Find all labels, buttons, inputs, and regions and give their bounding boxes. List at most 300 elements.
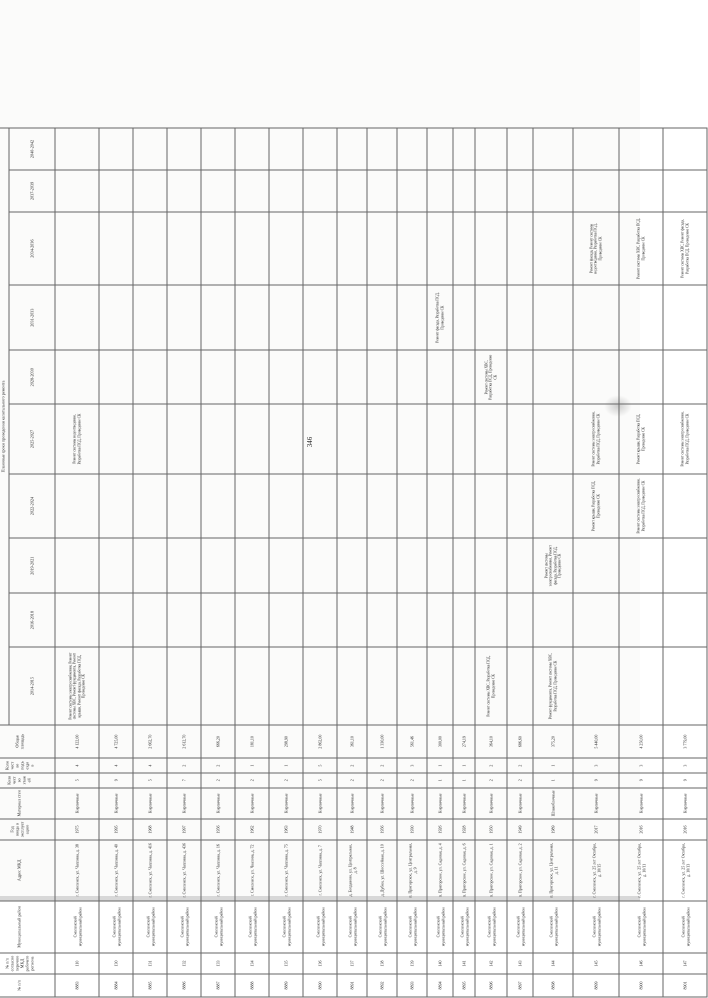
header-period: 2028-2030 xyxy=(9,350,55,404)
row-year: 1995 xyxy=(99,819,133,840)
row-work-cell: Ремонт системы ХВС, Разработка ПСД, Проведение СК xyxy=(475,350,507,404)
row-reg-number: 140 xyxy=(427,953,453,974)
row-number: 8885 xyxy=(133,974,167,997)
header-period: 2034-2036 xyxy=(9,212,55,285)
table-row xyxy=(99,128,133,997)
row-district: Смоленский муниципальный район xyxy=(55,901,99,953)
row-work-cell xyxy=(201,128,235,170)
row-work-cell xyxy=(397,285,427,350)
table-row xyxy=(507,128,533,997)
row-work-cell xyxy=(167,285,201,350)
row-address: г. Смоленск, ул. Чаплина, д. 16 xyxy=(201,840,235,901)
row-entrances: 2 xyxy=(367,758,397,773)
row-work-cell xyxy=(663,170,707,212)
row-entrances: 2 xyxy=(201,758,235,773)
row-year: 1928 xyxy=(453,819,475,840)
row-address: г. Смоленск, ул. Чаплина, д. 38 xyxy=(55,840,99,901)
row-address: д. Дубки, ул. Шоссейная, д. 10 xyxy=(367,840,397,901)
row-wall-material: Кирпичные xyxy=(55,788,99,819)
row-floors: 1 xyxy=(453,773,475,788)
row-year: 1930 xyxy=(397,819,427,840)
header-address: Адрес МКД xyxy=(0,840,55,901)
row-work-cell xyxy=(201,170,235,212)
row-wall-material: Шлакоблочные xyxy=(533,788,573,819)
row-work-cell xyxy=(201,212,235,285)
row-area: 561,46 xyxy=(397,725,427,759)
table-row xyxy=(337,128,367,997)
row-work-cell xyxy=(427,350,453,404)
row-reg-number: 146 xyxy=(619,953,663,974)
row-district: Смоленский муниципальный район xyxy=(367,901,397,953)
row-floors: 9 xyxy=(573,773,619,788)
row-work-cell xyxy=(133,593,167,647)
row-area: 3 779,00 xyxy=(663,725,707,759)
row-work-cell xyxy=(201,350,235,404)
header-year: Год ввода в эксплуатацию xyxy=(0,819,55,840)
row-work-cell xyxy=(453,170,475,212)
row-work-cell xyxy=(303,647,337,724)
row-number: 8897 xyxy=(507,974,533,997)
row-reg-number: 145 xyxy=(573,953,619,974)
row-work-cell xyxy=(397,404,427,473)
row-address: п. Пригорское, ул. Центральная, д. 11 xyxy=(533,840,573,901)
row-number: 8896 xyxy=(475,974,507,997)
row-work-cell xyxy=(507,285,533,350)
row-work-cell: Ремонт системы водоотведения, Разработка ПСД, Проведение СК xyxy=(55,404,99,473)
header-group-sub: Плановые сроки проведения капитального ремонта xyxy=(0,128,9,725)
row-work-cell xyxy=(133,474,167,539)
row-area: 5 440,00 xyxy=(573,725,619,759)
row-work-cell xyxy=(55,474,99,539)
row-number: 8891 xyxy=(337,974,367,997)
row-number: 8901 xyxy=(663,974,707,997)
row-work-cell xyxy=(453,285,475,350)
row-work-cell xyxy=(619,593,663,647)
row-work-cell xyxy=(235,647,269,724)
row-work-cell xyxy=(573,170,619,212)
row-entrances: 1 xyxy=(269,758,303,773)
table-row xyxy=(167,128,201,997)
row-work-cell xyxy=(573,128,619,170)
row-entrances: 4 xyxy=(99,758,133,773)
row-wall-material: Кирпичные xyxy=(367,788,397,819)
row-address: г. Смоленск, ул. Чаплина, д. 43б xyxy=(167,840,201,901)
row-wall-material: Кирпичные xyxy=(453,788,475,819)
row-work-cell xyxy=(367,538,397,592)
row-reg-number: 143 xyxy=(507,953,533,974)
row-work-cell xyxy=(453,212,475,285)
row-address: п. Пригорское, ул. Садовая, д. 6 xyxy=(453,840,475,901)
row-entrances: 2 xyxy=(337,758,367,773)
header-floors: Количество этажей xyxy=(0,773,55,788)
row-year: 2016 xyxy=(619,819,663,840)
row-area: 181,10 xyxy=(235,725,269,759)
table-row xyxy=(55,128,99,997)
row-entrances: 1 xyxy=(235,758,269,773)
header-area: Общая площадь xyxy=(0,725,55,759)
row-work-cell: Ремонт фасада, Ремонт системы водоотведения, Разработка ПСД, Проведение СК xyxy=(573,212,619,285)
row-work-cell xyxy=(573,593,619,647)
row-work-cell xyxy=(619,647,663,724)
row-number: 8890 xyxy=(303,974,337,997)
row-work-cell xyxy=(269,404,303,473)
table-row xyxy=(453,128,475,997)
row-work-cell xyxy=(453,593,475,647)
row-work-cell xyxy=(573,538,619,592)
row-work-cell xyxy=(133,285,167,350)
row-work-cell xyxy=(453,474,475,539)
row-area: 364,10 xyxy=(475,725,507,759)
row-work-cell xyxy=(453,647,475,724)
row-work-cell xyxy=(337,170,367,212)
header-period: 2031-2033 xyxy=(9,285,55,350)
row-address: п. Пригорское, ул. Садовая, д. 4 xyxy=(427,840,453,901)
row-work-cell: Ремонт системы ХВС, Разработка ПСД, Проведение СК xyxy=(475,647,507,724)
row-work-cell xyxy=(475,404,507,473)
row-entrances: 3 xyxy=(663,758,707,773)
row-work-cell xyxy=(167,647,201,724)
row-area: 4 725,00 xyxy=(99,725,133,759)
row-year: 1962 xyxy=(235,819,269,840)
row-work-cell xyxy=(367,170,397,212)
row-work-cell xyxy=(427,170,453,212)
row-work-cell xyxy=(269,128,303,170)
row-wall-material: Кирпичные xyxy=(573,788,619,819)
row-work-cell xyxy=(269,593,303,647)
row-year: 1970 xyxy=(303,819,337,840)
row-floors: 1 xyxy=(533,773,573,788)
row-work-cell xyxy=(397,593,427,647)
row-work-cell xyxy=(397,647,427,724)
row-floors: 2 xyxy=(507,773,533,788)
row-number: 8894 xyxy=(427,974,453,997)
row-address: д. Богданово, ул. Центральная, д. 8 xyxy=(337,840,367,901)
row-wall-material: Кирпичные xyxy=(337,788,367,819)
row-work-cell xyxy=(269,285,303,350)
row-district: Смоленский муниципальный район xyxy=(397,901,427,953)
row-work-cell xyxy=(453,128,475,170)
row-work-cell xyxy=(269,350,303,404)
row-address: г. Смоленск, ул. Чаплина, д. 40 xyxy=(99,840,133,901)
table-row xyxy=(427,128,453,997)
row-entrances: 3 xyxy=(573,758,619,773)
table-row xyxy=(663,128,707,997)
row-floors: 5 xyxy=(303,773,337,788)
header-period: 2037-2039 xyxy=(9,170,55,212)
row-floors: 2 xyxy=(269,773,303,788)
table-row xyxy=(303,128,337,997)
row-entrances: 1 xyxy=(427,758,453,773)
header-mo: Муниципальный район xyxy=(0,901,55,953)
row-floors: 2 xyxy=(235,773,269,788)
row-floors: 9 xyxy=(663,773,707,788)
row-work-cell xyxy=(475,285,507,350)
row-number: 8895 xyxy=(453,974,475,997)
row-reg-number: 137 xyxy=(337,953,367,974)
row-wall-material: Кирпичные xyxy=(133,788,167,819)
row-work-cell xyxy=(475,474,507,539)
header-period: 2025-2027 xyxy=(9,404,55,473)
row-work-cell xyxy=(235,170,269,212)
row-work-cell xyxy=(507,212,533,285)
row-number: 8884 xyxy=(99,974,133,997)
row-address: г. Смоленск, ул. Чаплина, д. 41б xyxy=(133,840,167,901)
row-entrances: 5 xyxy=(303,758,337,773)
table-row xyxy=(235,128,269,997)
row-work-cell xyxy=(507,170,533,212)
row-work-cell xyxy=(367,212,397,285)
header-wall: Материал стен xyxy=(0,788,55,819)
row-work-cell xyxy=(269,647,303,724)
row-work-cell xyxy=(533,128,573,170)
row-reg-number: 136 xyxy=(303,953,337,974)
row-floors: 2 xyxy=(475,773,507,788)
row-work-cell xyxy=(337,128,367,170)
row-work-cell xyxy=(533,350,573,404)
row-reg-number: 141 xyxy=(453,953,475,974)
row-work-cell xyxy=(201,538,235,592)
row-work-cell xyxy=(99,647,133,724)
row-work-cell xyxy=(397,128,427,170)
row-district: Смоленский муниципальный район xyxy=(507,901,533,953)
row-work-cell xyxy=(337,474,367,539)
row-work-cell xyxy=(303,593,337,647)
row-work-cell xyxy=(663,128,707,170)
row-work-cell xyxy=(397,170,427,212)
row-reg-number: 134 xyxy=(235,953,269,974)
row-work-cell xyxy=(427,647,453,724)
row-work-cell xyxy=(55,128,99,170)
table-row xyxy=(367,128,397,997)
row-work-cell xyxy=(337,212,367,285)
row-work-cell xyxy=(235,593,269,647)
row-number: 8892 xyxy=(367,974,397,997)
row-work-cell xyxy=(337,593,367,647)
header-period: 2019-2021 xyxy=(9,538,55,592)
row-reg-number: 135 xyxy=(269,953,303,974)
row-work-cell xyxy=(99,212,133,285)
row-entrances: 4 xyxy=(55,758,99,773)
row-district: Смоленский муниципальный район xyxy=(453,901,475,953)
row-work-cell xyxy=(619,170,663,212)
row-number: 8887 xyxy=(201,974,235,997)
row-work-cell xyxy=(99,404,133,473)
row-wall-material: Кирпичные xyxy=(619,788,663,819)
row-area: 666,20 xyxy=(201,725,235,759)
row-work-cell xyxy=(367,474,397,539)
table-row xyxy=(573,128,619,997)
row-year: 2016 xyxy=(663,819,707,840)
row-work-cell xyxy=(55,538,99,592)
row-work-cell xyxy=(337,647,367,724)
row-entrances: 2 xyxy=(475,758,507,773)
table-row xyxy=(201,128,235,997)
row-reg-number: 144 xyxy=(533,953,573,974)
row-work-cell xyxy=(235,128,269,170)
row-work-cell xyxy=(201,474,235,539)
row-work-cell xyxy=(201,593,235,647)
row-number: 8888 xyxy=(235,974,269,997)
row-work-cell xyxy=(507,647,533,724)
row-reg-number: 138 xyxy=(367,953,397,974)
header-period: 2014-2015 xyxy=(9,647,55,724)
row-area: 361,10 xyxy=(337,725,367,759)
row-work-cell xyxy=(663,285,707,350)
row-area: 274,19 xyxy=(453,725,475,759)
row-year: 1949 xyxy=(507,819,533,840)
row-work-cell xyxy=(507,538,533,592)
row-wall-material: Кирпичные xyxy=(269,788,303,819)
row-work-cell xyxy=(397,474,427,539)
table-body xyxy=(55,128,707,997)
row-work-cell xyxy=(303,212,337,285)
repair-schedule-table xyxy=(0,128,708,998)
row-work-cell xyxy=(303,128,337,170)
row-address: г. Смоленск, ул. 25 лет Октября, д. 10/13 xyxy=(663,840,707,901)
row-work-cell xyxy=(475,128,507,170)
row-wall-material: Кирпичные xyxy=(201,788,235,819)
row-year: 1950 xyxy=(475,819,507,840)
row-address: п. Пригорское, ул. Центральная, д. 9 xyxy=(397,840,427,901)
row-work-cell xyxy=(619,538,663,592)
row-work-cell xyxy=(427,128,453,170)
row-floors: 9 xyxy=(99,773,133,788)
row-number: 8898 xyxy=(533,974,573,997)
row-work-cell xyxy=(337,404,367,473)
row-work-cell xyxy=(133,647,167,724)
row-work-cell xyxy=(269,170,303,212)
row-floors: 5 xyxy=(133,773,167,788)
row-area: 2 612,70 xyxy=(167,725,201,759)
row-number: 8886 xyxy=(167,974,201,997)
row-wall-material: Кирпичные xyxy=(427,788,453,819)
row-work-cell xyxy=(427,404,453,473)
row-area: 2 662,70 xyxy=(133,725,167,759)
table-row xyxy=(269,128,303,997)
row-district: Смоленский муниципальный район xyxy=(475,901,507,953)
row-work-cell xyxy=(507,404,533,473)
row-work-cell xyxy=(167,170,201,212)
row-work-cell xyxy=(235,212,269,285)
row-floors: 2 xyxy=(397,773,427,788)
row-reg-number: 132 xyxy=(167,953,201,974)
row-work-cell xyxy=(663,538,707,592)
row-work-cell xyxy=(533,474,573,539)
row-work-cell xyxy=(337,285,367,350)
row-work-cell xyxy=(133,128,167,170)
row-work-cell xyxy=(235,474,269,539)
row-work-cell xyxy=(99,474,133,539)
row-work-cell xyxy=(55,285,99,350)
row-entrances: 1 xyxy=(453,758,475,773)
row-work-cell xyxy=(453,404,475,473)
row-floors: 1 xyxy=(427,773,453,788)
row-work-cell xyxy=(99,593,133,647)
row-work-cell xyxy=(475,538,507,592)
row-work-cell xyxy=(55,212,99,285)
row-entrances: 3 xyxy=(619,758,663,773)
row-address: г. Смоленск, ул. Чаплина, д. 75 xyxy=(269,840,303,901)
row-year: 1956 xyxy=(367,819,397,840)
row-floors: 9 xyxy=(619,773,663,788)
row-work-cell xyxy=(397,350,427,404)
row-work-cell xyxy=(367,593,397,647)
row-work-cell xyxy=(507,128,533,170)
row-number: 8899 xyxy=(573,974,619,997)
page-number: 346 xyxy=(306,436,314,448)
row-district: Смоленский муниципальный район xyxy=(235,901,269,953)
row-entrances: 1 xyxy=(533,758,573,773)
row-floors: 5 xyxy=(55,773,99,788)
header-num: № п/п xyxy=(0,974,55,997)
row-work-cell xyxy=(201,404,235,473)
row-wall-material: Кирпичные xyxy=(235,788,269,819)
row-entrances: 2 xyxy=(507,758,533,773)
row-work-cell xyxy=(453,538,475,592)
row-work-cell xyxy=(427,212,453,285)
row-work-cell xyxy=(663,593,707,647)
row-work-cell xyxy=(99,170,133,212)
row-work-cell xyxy=(337,538,367,592)
row-year: 1963 xyxy=(269,819,303,840)
row-area: 298,90 xyxy=(269,725,303,759)
row-district: Смоленский муниципальный район xyxy=(201,901,235,953)
row-work-cell xyxy=(663,647,707,724)
row-work-cell xyxy=(167,474,201,539)
row-floors: 7 xyxy=(167,773,201,788)
row-area: 4 250,00 xyxy=(619,725,663,759)
row-work-cell xyxy=(55,170,99,212)
row-year: 1948 xyxy=(337,819,367,840)
header-period: 2022-2024 xyxy=(9,474,55,539)
row-year: 1975 xyxy=(55,819,99,840)
row-district: Смоленский муниципальный район xyxy=(533,901,573,953)
row-district: Смоленский муниципальный район xyxy=(337,901,367,953)
row-work-cell xyxy=(133,350,167,404)
row-floors: 2 xyxy=(201,773,235,788)
row-work-cell xyxy=(167,538,201,592)
row-address: п. Пригорское, ул. Садовая, д. 2 xyxy=(507,840,533,901)
row-entrances: 4 xyxy=(133,758,167,773)
row-entrances: 3 xyxy=(397,758,427,773)
table-row xyxy=(533,128,573,997)
row-work-cell xyxy=(99,538,133,592)
row-area: 375,20 xyxy=(533,725,573,759)
row-work-cell xyxy=(507,474,533,539)
row-work-cell xyxy=(55,593,99,647)
row-work-cell xyxy=(133,404,167,473)
row-area: 1 330,00 xyxy=(367,725,397,759)
row-work-cell xyxy=(303,170,337,212)
row-work-cell xyxy=(507,593,533,647)
row-district: Смоленский муниципальный район xyxy=(663,901,707,953)
row-work-cell xyxy=(533,285,573,350)
row-work-cell xyxy=(235,285,269,350)
row-year: 1926 xyxy=(427,819,453,840)
row-work-cell: Ремонт крыши, Разработка ПСД, Проведение СК xyxy=(573,474,619,539)
row-work-cell xyxy=(453,350,475,404)
row-work-cell: Ремонт системы электроснабжения, Разработка ПСД, Проведение СК xyxy=(663,404,707,473)
row-work-cell: Ремонт фундамента, Ремонт системы ХВС, Разработка ПСД, Проведение СК xyxy=(533,647,573,724)
row-work-cell xyxy=(397,212,427,285)
row-work-cell xyxy=(427,593,453,647)
row-work-cell xyxy=(133,538,167,592)
row-area: 2 862,00 xyxy=(303,725,337,759)
row-work-cell xyxy=(475,212,507,285)
row-address: г. Смоленск, ул. Чаплина, д. 7 xyxy=(303,840,337,901)
row-work-cell: Ремонт крыши, Разработка ПСД, Проведение СК xyxy=(619,404,663,473)
row-floors: 2 xyxy=(337,773,367,788)
